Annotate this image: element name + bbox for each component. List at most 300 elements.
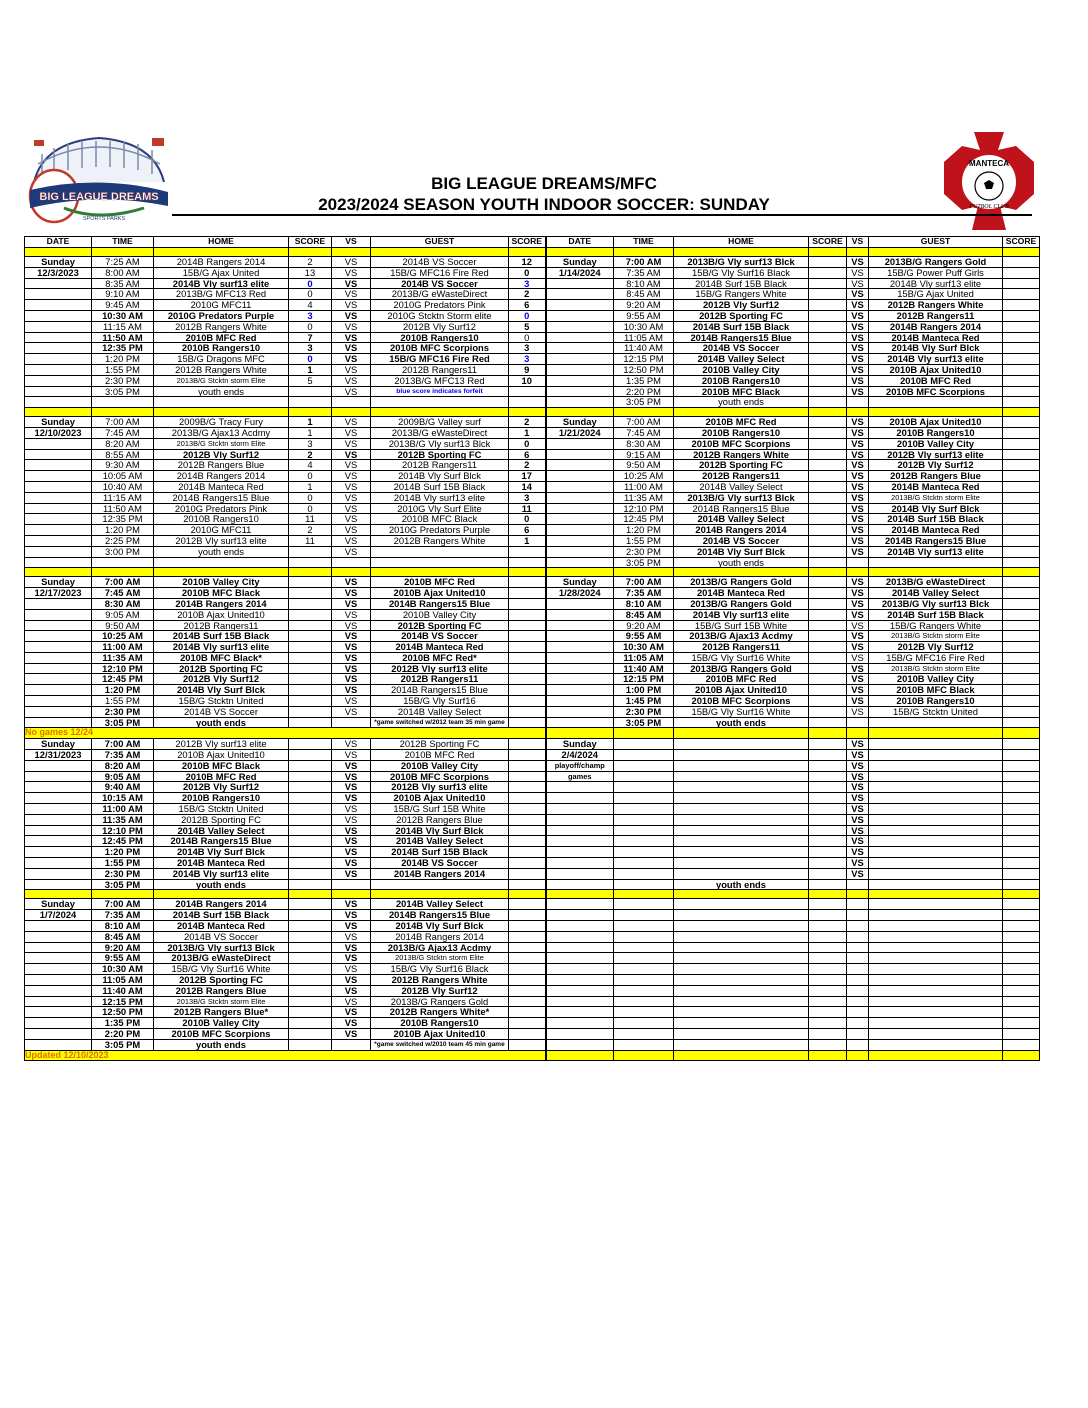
- cell-home: [674, 771, 809, 782]
- cell-score: [289, 685, 332, 696]
- cell-home: 2012B Vly surf13 elite: [154, 535, 289, 546]
- cell-score: [289, 1028, 332, 1039]
- divider-cell: [869, 1050, 1003, 1061]
- table-row: [25, 546, 1040, 557]
- cell-time: 8:10 AM: [614, 278, 674, 289]
- cell-score: [509, 879, 546, 890]
- cell-date: [25, 375, 92, 386]
- cell-score: [809, 696, 847, 707]
- cell-time: 1:20 PM: [92, 847, 154, 858]
- cell-time: [614, 814, 674, 825]
- cell-vs: VS: [847, 739, 869, 750]
- cell-time: [614, 921, 674, 932]
- cell-home: 2012B Rangers Blue: [154, 460, 289, 471]
- cell-time: [614, 760, 674, 771]
- cell-guest: 2012B Sporting FC: [371, 449, 509, 460]
- table-row: [25, 427, 1040, 438]
- cell-score: 0: [289, 503, 332, 514]
- cell-score: [809, 910, 847, 921]
- cell-guest: 2012B Sporting FC: [371, 739, 509, 750]
- cell-guest: 2014B Vly surf13 elite: [371, 492, 509, 503]
- cell-guest: *game switched w/2010 team 45 min game: [371, 1039, 509, 1050]
- cell-vs: VS: [332, 375, 371, 386]
- cell-guest: [869, 879, 1003, 890]
- cell-vs: VS: [332, 964, 371, 975]
- cell-score: [509, 717, 546, 728]
- cell-guest: 2012B Rangers White: [371, 975, 509, 986]
- table-row: [25, 717, 1040, 728]
- cell-time: 2:20 PM: [614, 386, 674, 397]
- cell-guest: 15B/G MFC16 Fire Red: [869, 652, 1003, 663]
- cell-score: [1003, 771, 1040, 782]
- cell-guest: 2014B Rangers15 Blue: [371, 598, 509, 609]
- updated-row: [25, 1050, 1040, 1061]
- cell-time: 10:40 AM: [92, 481, 154, 492]
- cell-home: [674, 996, 809, 1007]
- cell-score: [809, 985, 847, 996]
- table-row: [25, 685, 1040, 696]
- cell-score: [809, 631, 847, 642]
- cell-time: 9:55 AM: [92, 953, 154, 964]
- table-row: [25, 343, 1040, 354]
- cell-vs: VS: [332, 814, 371, 825]
- cell-date: [546, 879, 614, 890]
- cell-vs: VS: [847, 310, 869, 321]
- cell-score: 6: [509, 300, 546, 311]
- cell-guest: [869, 942, 1003, 953]
- cell-score: [809, 836, 847, 847]
- divider-cell: [371, 248, 509, 257]
- table-row: [25, 278, 1040, 289]
- cell-guest: 2014B Surf 15B Black: [371, 847, 509, 858]
- divider-cell: [869, 728, 1003, 739]
- cell-score: [1003, 343, 1040, 354]
- cell-score: [1003, 750, 1040, 761]
- cell-score: [1003, 868, 1040, 879]
- table-row: [25, 696, 1040, 707]
- cell-vs: VS: [332, 354, 371, 365]
- cell-time: [614, 793, 674, 804]
- cell-date: Sunday: [546, 577, 614, 588]
- cell-date: [546, 300, 614, 311]
- table-row: [25, 525, 1040, 536]
- cell-guest: 2014B Rangers 2014: [869, 321, 1003, 332]
- cell-vs: VS: [332, 858, 371, 869]
- divider-cell: [332, 248, 371, 257]
- cell-score: [1003, 739, 1040, 750]
- cell-home: 2010G MFC11: [154, 525, 289, 536]
- cell-guest: 2014B Manteca Red: [371, 642, 509, 653]
- cell-vs: [847, 557, 869, 568]
- cell-score: 1: [509, 535, 546, 546]
- table-row: [25, 375, 1040, 386]
- cell-score: [289, 804, 332, 815]
- cell-time: 1:20 PM: [614, 525, 674, 536]
- page-subtitle: 2023/2024 SEASON YOUTH INDOOR SOCCER: SUNDAY: [318, 195, 770, 214]
- cell-home: 2012B Rangers11: [674, 471, 809, 482]
- cell-date: [546, 354, 614, 365]
- cell-score: 0: [509, 310, 546, 321]
- logo-right-ring: FUTBOL CLUB: [969, 204, 1009, 210]
- cell-home: 2012B Sporting FC: [154, 814, 289, 825]
- cell-score: [1003, 514, 1040, 525]
- cell-home: 2012B Vly Surf12: [154, 449, 289, 460]
- cell-score: [809, 771, 847, 782]
- cell-score: [509, 1007, 546, 1018]
- cell-guest: [869, 975, 1003, 986]
- cell-vs: VS: [847, 674, 869, 685]
- cell-home: 2014B Rangers 2014: [154, 257, 289, 268]
- cell-score: [1003, 427, 1040, 438]
- cell-home: [674, 964, 809, 975]
- table-row: [25, 481, 1040, 492]
- cell-guest: [869, 782, 1003, 793]
- cell-date: 12/31/2023: [25, 750, 92, 761]
- cell-guest: [869, 814, 1003, 825]
- divider-cell: [25, 408, 92, 417]
- cell-vs: [847, 931, 869, 942]
- divider-cell: [614, 568, 674, 577]
- cell-score: [509, 620, 546, 631]
- cell-vs: VS: [332, 1007, 371, 1018]
- cell-time: 11:00 AM: [92, 642, 154, 653]
- cell-score: [509, 996, 546, 1007]
- table-row: [25, 942, 1040, 953]
- cell-score: 1: [289, 364, 332, 375]
- cell-home: [674, 1028, 809, 1039]
- cell-date: [25, 782, 92, 793]
- cell-time: 10:30 AM: [92, 964, 154, 975]
- cell-time: [614, 910, 674, 921]
- divider-cell: [154, 408, 289, 417]
- cell-score: [1003, 964, 1040, 975]
- cell-home: [674, 814, 809, 825]
- cell-vs: VS: [847, 663, 869, 674]
- cell-score: [1003, 663, 1040, 674]
- cell-date: 1/28/2024: [546, 588, 614, 599]
- cell-date: [546, 332, 614, 343]
- cell-guest: [869, 985, 1003, 996]
- cell-score: [289, 609, 332, 620]
- cell-guest: 2012B Rangers11: [371, 364, 509, 375]
- cell-home: 2014B Surf 15B Black: [674, 278, 809, 289]
- cell-score: [1003, 717, 1040, 728]
- cell-vs: VS: [847, 760, 869, 771]
- cell-vs: VS: [332, 760, 371, 771]
- cell-guest: 2010G Vly Surf Elite: [371, 503, 509, 514]
- cell-score: 2: [509, 289, 546, 300]
- cell-home: 2014B Manteca Red: [154, 921, 289, 932]
- divider-cell: [154, 248, 289, 257]
- cell-time: [92, 397, 154, 408]
- cell-home: [674, 858, 809, 869]
- cell-score: [1003, 332, 1040, 343]
- table-row: [25, 642, 1040, 653]
- cell-score: 3: [509, 343, 546, 354]
- cell-guest: 2013B/G Ajax13 Acdmy: [371, 942, 509, 953]
- cell-score: [809, 760, 847, 771]
- cell-home: 2014B Rangers 2014: [154, 598, 289, 609]
- cell-score: [1003, 858, 1040, 869]
- table-row: [25, 300, 1040, 311]
- cell-date: Sunday: [546, 739, 614, 750]
- cell-vs: VS: [847, 814, 869, 825]
- cell-date: [546, 899, 614, 910]
- cell-time: 7:35 AM: [92, 910, 154, 921]
- divider-cell: [847, 728, 869, 739]
- cell-date: 12/17/2023: [25, 588, 92, 599]
- cell-date: [546, 996, 614, 1007]
- cell-score: [289, 397, 332, 408]
- cell-date: [546, 975, 614, 986]
- cell-date: [25, 310, 92, 321]
- cell-home: 2013B/G Stcktn storm Elite: [154, 996, 289, 1007]
- cell-vs: VS: [332, 953, 371, 964]
- cell-score: [289, 696, 332, 707]
- cell-guest: [371, 397, 509, 408]
- cell-date: [25, 514, 92, 525]
- cell-date: [546, 793, 614, 804]
- cell-score: [289, 750, 332, 761]
- cell-date: 12/10/2023: [25, 427, 92, 438]
- cell-time: [614, 1028, 674, 1039]
- cell-date: [546, 942, 614, 953]
- cell-time: 11:15 AM: [92, 492, 154, 503]
- cell-vs: VS: [847, 706, 869, 717]
- cell-vs: VS: [332, 257, 371, 268]
- cell-time: 2:30 PM: [614, 546, 674, 557]
- cell-score: [289, 386, 332, 397]
- cell-date: [25, 471, 92, 482]
- cell-date: [546, 481, 614, 492]
- divider-cell: [289, 408, 332, 417]
- cell-time: 3:05 PM: [92, 386, 154, 397]
- cell-date: [546, 525, 614, 536]
- cell-home: 2014B Rangers15 Blue: [154, 836, 289, 847]
- cell-date: 1/14/2024: [546, 267, 614, 278]
- cell-guest: 15B/G MFC16 Fire Red: [371, 267, 509, 278]
- cell-score: [289, 598, 332, 609]
- cell-date: [546, 953, 614, 964]
- table-row: [25, 975, 1040, 986]
- cell-time: 8:45 AM: [92, 931, 154, 942]
- cell-score: [809, 868, 847, 879]
- cell-date: [25, 397, 92, 408]
- cell-guest: 2014B Rangers15 Blue: [371, 910, 509, 921]
- cell-vs: VS: [847, 321, 869, 332]
- cell-home: 2013B/G Vly surf13 Blck: [154, 942, 289, 953]
- cell-home: 2013B/G Stcktn storm Elite: [154, 438, 289, 449]
- cell-home: 2010B MFC Black: [154, 588, 289, 599]
- cell-vs: VS: [847, 525, 869, 536]
- cell-guest: 2014B Rangers15 Blue: [869, 535, 1003, 546]
- divider-cell: [809, 1050, 847, 1061]
- cell-guest: 2014B Surf 15B Black: [869, 609, 1003, 620]
- cell-home: 2013B/G Rangers Gold: [674, 663, 809, 674]
- cell-home: [674, 847, 809, 858]
- cell-vs: VS: [332, 503, 371, 514]
- cell-score: [809, 481, 847, 492]
- cell-vs: VS: [332, 825, 371, 836]
- cell-time: 3:00 PM: [92, 546, 154, 557]
- cell-time: 7:00 AM: [92, 577, 154, 588]
- cell-time: 3:05 PM: [614, 397, 674, 408]
- cell-time: 12:15 PM: [92, 996, 154, 1007]
- cell-date: [25, 717, 92, 728]
- header-score: SCORE: [289, 237, 332, 248]
- cell-score: [509, 685, 546, 696]
- cell-date: [546, 964, 614, 975]
- cell-time: [614, 782, 674, 793]
- cell-home: 2014B Rangers 2014: [674, 525, 809, 536]
- cell-guest: [869, 1018, 1003, 1029]
- cell-score: [809, 267, 847, 278]
- cell-vs: VS: [847, 278, 869, 289]
- cell-vs: VS: [847, 343, 869, 354]
- cell-time: 10:15 AM: [92, 793, 154, 804]
- cell-time: 2:30 PM: [614, 706, 674, 717]
- cell-vs: VS: [847, 364, 869, 375]
- cell-score: [809, 1018, 847, 1029]
- cell-score: [809, 310, 847, 321]
- cell-score: [289, 717, 332, 728]
- cell-vs: [847, 996, 869, 1007]
- cell-vs: [332, 557, 371, 568]
- cell-score: [1003, 793, 1040, 804]
- cell-home: [674, 899, 809, 910]
- table-row: [25, 750, 1040, 761]
- cell-time: 11:35 AM: [92, 652, 154, 663]
- cell-score: [809, 1039, 847, 1050]
- cell-time: 12:50 PM: [92, 1007, 154, 1018]
- cell-date: [546, 535, 614, 546]
- cell-time: 9:40 AM: [92, 782, 154, 793]
- header-guest: GUEST: [371, 237, 509, 248]
- cell-score: [809, 620, 847, 631]
- cell-time: 7:00 AM: [92, 899, 154, 910]
- cell-guest: 2014B Vly surf13 elite: [869, 354, 1003, 365]
- header-date: DATE: [25, 237, 92, 248]
- cell-vs: VS: [332, 663, 371, 674]
- cell-date: Sunday: [25, 417, 92, 428]
- cell-date: 1/21/2024: [546, 427, 614, 438]
- cell-date: [546, 931, 614, 942]
- cell-guest: [869, 868, 1003, 879]
- cell-score: [509, 397, 546, 408]
- cell-date: [25, 1039, 92, 1050]
- cell-guest: 2014B Vly Surf Blck: [371, 921, 509, 932]
- cell-date: [25, 652, 92, 663]
- cell-time: 1:55 PM: [92, 858, 154, 869]
- divider-cell: [154, 568, 289, 577]
- cell-vs: VS: [847, 620, 869, 631]
- cell-guest: 2010B MFC Red: [371, 577, 509, 588]
- cell-vs: VS: [332, 975, 371, 986]
- divider-cell: [674, 1050, 809, 1061]
- divider-cell: [289, 248, 332, 257]
- cell-score: [509, 771, 546, 782]
- table-row: [25, 1007, 1040, 1018]
- divider-cell: [332, 568, 371, 577]
- cell-guest: 15B/G Ajax United: [869, 289, 1003, 300]
- table-row: [25, 804, 1040, 815]
- cell-date: [25, 609, 92, 620]
- cell-vs: VS: [332, 438, 371, 449]
- week-divider: [25, 890, 1040, 899]
- cell-guest: 15B/G Vly Surf16 Black: [371, 964, 509, 975]
- cell-score: [809, 663, 847, 674]
- cell-vs: VS: [847, 609, 869, 620]
- cell-date: Sunday: [546, 417, 614, 428]
- cell-date: [546, 1028, 614, 1039]
- cell-time: 9:10 AM: [92, 289, 154, 300]
- table-row: [25, 674, 1040, 685]
- cell-time: 10:30 AM: [614, 321, 674, 332]
- cell-vs: VS: [847, 503, 869, 514]
- cell-score: [809, 964, 847, 975]
- cell-score: [809, 375, 847, 386]
- cell-vs: [847, 975, 869, 986]
- cell-time: 10:05 AM: [92, 471, 154, 482]
- cell-vs: VS: [847, 836, 869, 847]
- cell-time: [614, 804, 674, 815]
- cell-date: [546, 910, 614, 921]
- cell-time: 1:00 PM: [614, 685, 674, 696]
- cell-date: [546, 642, 614, 653]
- cell-score: [1003, 375, 1040, 386]
- cell-date: [546, 814, 614, 825]
- cell-vs: VS: [332, 343, 371, 354]
- cell-home: youth ends: [154, 1039, 289, 1050]
- cell-home: [674, 760, 809, 771]
- cell-score: [509, 1039, 546, 1050]
- divider-cell: [674, 568, 809, 577]
- cell-date: [25, 631, 92, 642]
- cell-home: youth ends: [154, 386, 289, 397]
- cell-vs: VS: [332, 996, 371, 1007]
- cell-time: [614, 996, 674, 1007]
- cell-time: [614, 1007, 674, 1018]
- divider-cell: [509, 408, 546, 417]
- cell-home: 2010B Rangers10: [154, 343, 289, 354]
- cell-guest: 2010B MFC Red*: [371, 652, 509, 663]
- cell-score: [289, 1018, 332, 1029]
- cell-home: [674, 953, 809, 964]
- cell-guest: [869, 825, 1003, 836]
- cell-vs: VS: [332, 310, 371, 321]
- table-row: [25, 1039, 1040, 1050]
- cell-date: [546, 598, 614, 609]
- cell-guest: 2014B Manteca Red: [869, 481, 1003, 492]
- cell-vs: VS: [847, 449, 869, 460]
- divider-cell: [869, 568, 1003, 577]
- cell-home: youth ends: [154, 717, 289, 728]
- cell-home: 2014B VS Soccer: [674, 535, 809, 546]
- cell-vs: VS: [332, 836, 371, 847]
- cell-date: Sunday: [25, 577, 92, 588]
- header-home: HOME: [674, 237, 809, 248]
- cell-date: [546, 1039, 614, 1050]
- cell-vs: VS: [332, 793, 371, 804]
- divider-cell: [1003, 408, 1040, 417]
- cell-date: [25, 598, 92, 609]
- cell-vs: VS: [332, 847, 371, 858]
- cell-score: [1003, 1007, 1040, 1018]
- cell-guest: [869, 1028, 1003, 1039]
- cell-date: [25, 931, 92, 942]
- cell-guest: 2014B VS Soccer: [371, 257, 509, 268]
- cell-vs: VS: [332, 588, 371, 599]
